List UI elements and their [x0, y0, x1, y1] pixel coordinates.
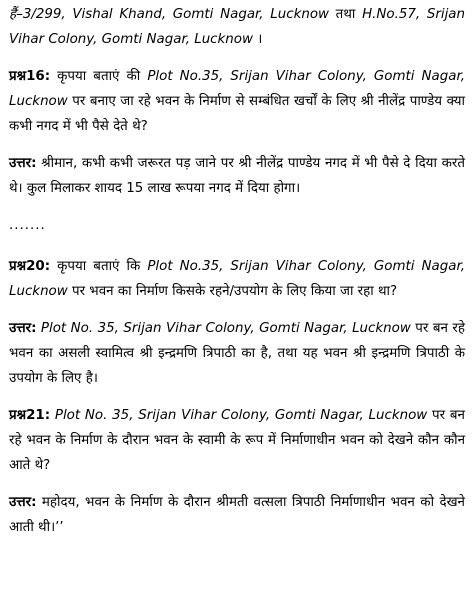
question-16 [9, 64, 465, 139]
ellipsis-separator: ....... [9, 218, 46, 233]
text-run: पर भवन का निर्माण किसके रहने/उपयोग के लिए किया जा रहा था? [67, 284, 398, 299]
question-label: प्रश्न21: [9, 408, 51, 423]
question-label: प्रश्न16: [9, 69, 51, 84]
text-run: कृपया बताएं की [50, 69, 148, 84]
text-run: महोदय, भवन के निर्माण के दौरान श्रीमती वत्सला त्रिपाठी निर्माणाधीन भवन को देखने आती थी।’’ [9, 495, 465, 535]
answer-16 [9, 151, 465, 201]
text-run: तथा [328, 7, 363, 22]
plot-address: Plot No. 35, Srijan Vihar Colony, Gomti Nagar, Lucknow [40, 321, 411, 336]
question-21 [9, 403, 465, 478]
plot-address: Plot No.35, Srijan Vihar Colony, Gomti Nagar, Lucknow [9, 69, 465, 109]
text-run: श्रीमान, कभी कभी जरूरत पड़ जाने पर श्री नीलेंद्र पाण्डेय नगद में भी पैसे दे दिया करते थे। कुल मिलाकर शायद 15 लाख रूपया नगद में दिया होगा। [9, 156, 465, 196]
text-run: पर बन रहे भवन के निर्माण के दौरान भवन के स्वामी के रूप में निर्माणाधीन भवन को देखने कौन कौन आते थे? [9, 408, 465, 473]
address-paragraph [9, 2, 465, 52]
text-run: पर बन रहे भवन का असली स्वामित्व श्री इन्द्रमणि त्रिपाठी का है, तथा यह भवन श्री इन्द्रमणि त्रिपाठी के उपयोग के लिए है। [9, 321, 465, 386]
address-one: 3/299, Vishal Khand, Gomti Nagar, Lucknow [22, 7, 329, 22]
answer-label: उत्तर: [9, 495, 37, 510]
text-run: । [252, 32, 263, 47]
address-two: H.No.57, Srijan Vihar Colony, Gomti Nagar, Lucknow [9, 7, 466, 47]
text-run: कृपया बताएं कि [50, 259, 148, 274]
plot-address: Plot No. 35, Srijan Vihar Colony, Gomti Nagar, Lucknow [54, 408, 428, 423]
text-run: हैं– [9, 7, 23, 22]
answer-21 [9, 490, 465, 540]
answer-label: उत्तर: [9, 321, 37, 336]
plot-address: Plot No.35, Srijan Vihar Colony, Gomti Nagar, Lucknow [9, 259, 465, 299]
question-label: प्रश्न20: [9, 259, 51, 274]
question-20 [9, 254, 465, 304]
answer-label: उत्तर: [9, 156, 37, 171]
text-run: पर बनाए जा रहे भवन के निर्माण से सम्बंधित खर्चों के लिए श्री नीलेंद्र पाण्डेय क्या कभी नगद में भी पैसे देते थे? [9, 94, 465, 134]
answer-20 [9, 316, 465, 391]
